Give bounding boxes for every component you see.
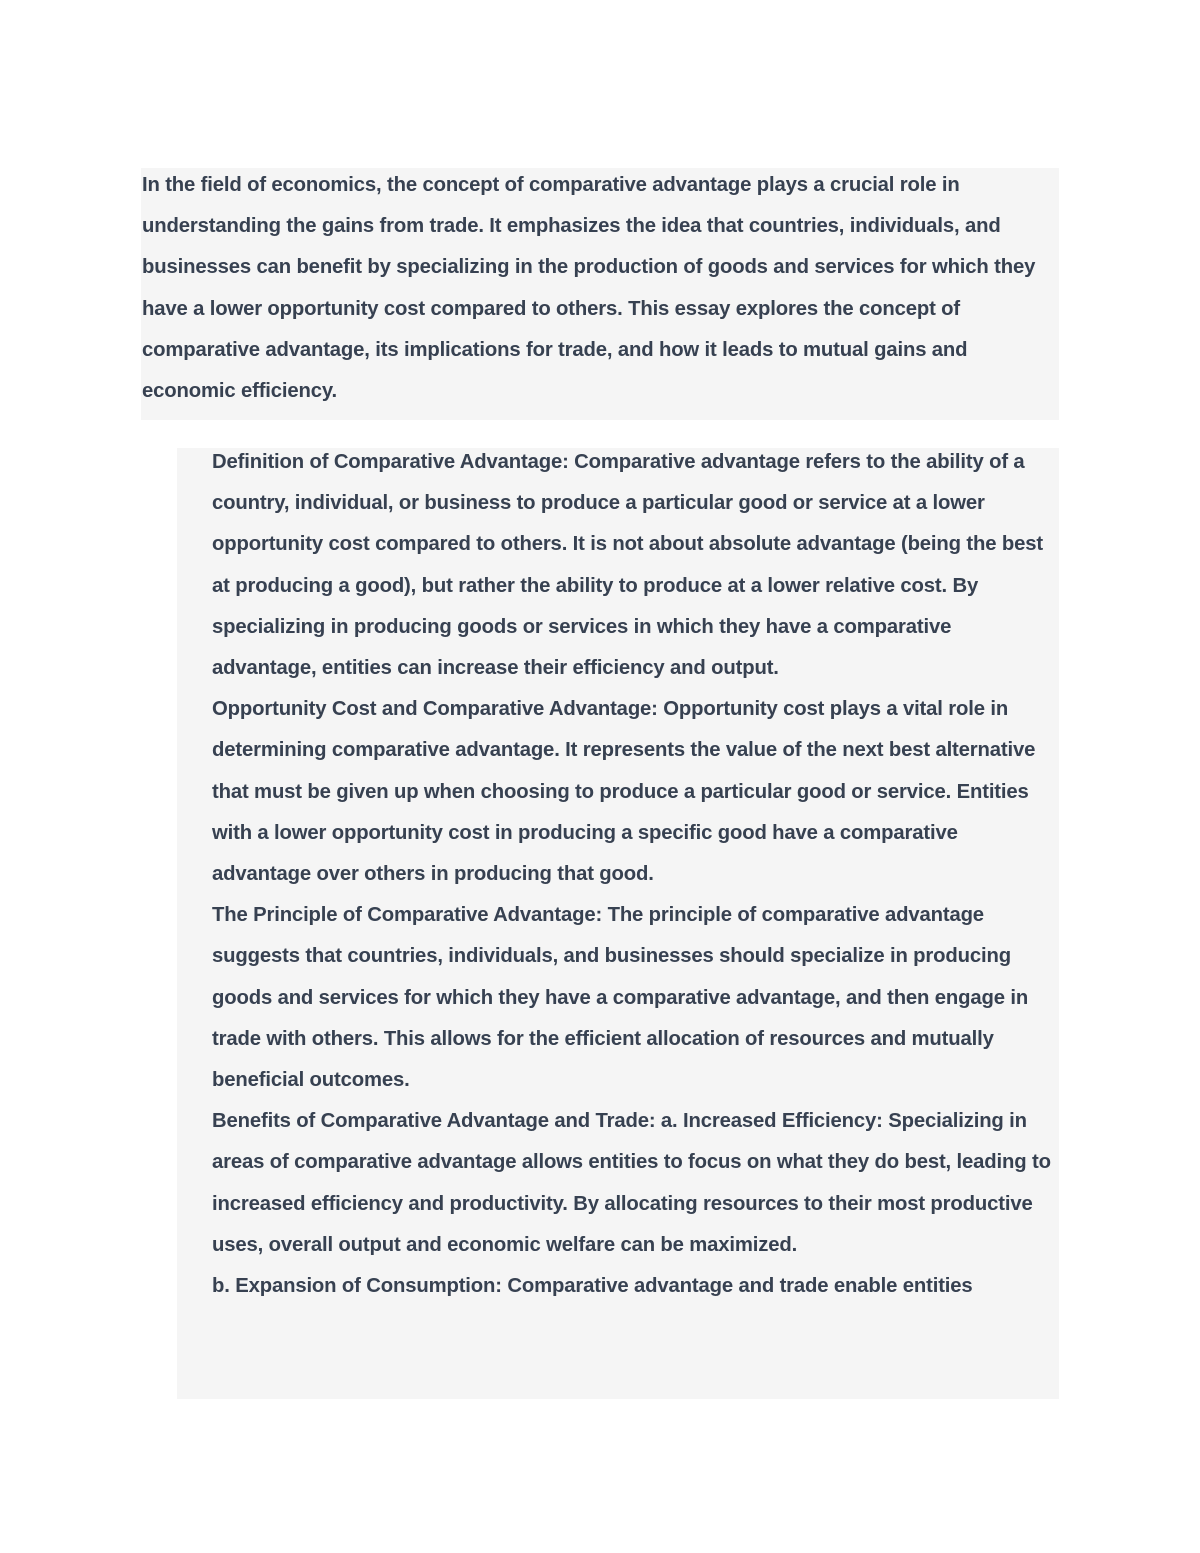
section-expansion: b. Expansion of Consumption: Comparative advantage and trade enable entities: [212, 1275, 973, 1298]
sections-list: [177, 448, 1059, 1399]
section-definition: Definition of Comparative Advantage: Comparative advantage refers to the ability of a country, individual, or business to produce a particular good or service at a lower opportunity cost compared to others. It is not about absolute advantage (being the best at producing a good), but rather the ability to produce at a lower relative cost. By specializing in producing goods or services in which they have a comparative advantage, entities can increase their efficiency and output.: [212, 451, 1043, 680]
section-benefits: Benefits of Comparative Advantage and Trade: a. Increased Efficiency: Specializing in areas of comparative advantage allows entities to focus on what they do best, leading to increased efficiency and productivity. By allocating resources to their most productive uses, overall output and economic welfare can be maximized.: [212, 1110, 1051, 1256]
section-opportunity-cost: Opportunity Cost and Comparative Advantage: Opportunity cost plays a vital role in determining comparative advantage. It represents the value of the next best alternative that must be given up when choosing to produce a particular good or service. Entities with a lower opportunity cost in producing a specific good have a comparative advantage over others in producing that good.: [212, 698, 1036, 886]
intro-section: [141, 168, 1059, 420]
intro-paragraph: In the field of economics, the concept of comparative advantage plays a crucial role in understanding the gains from trade. It emphasizes the idea that countries, individuals, and businesses can benefit by specializing in the production of goods and services for which they have a lower opportunity cost compared to others. This essay explores the concept of comparative advantage, its implications for trade, and how it leads to mutual gains and economic efficiency.: [142, 174, 1036, 403]
section-principle: The Principle of Comparative Advantage: The principle of comparative advantage suggests that countries, individuals, and businesses should specialize in producing goods and services for which they have a comparative advantage, and then engage in trade with others. This allows for the efficient allocation of resources and mutually beneficial outcomes.: [212, 904, 1029, 1092]
